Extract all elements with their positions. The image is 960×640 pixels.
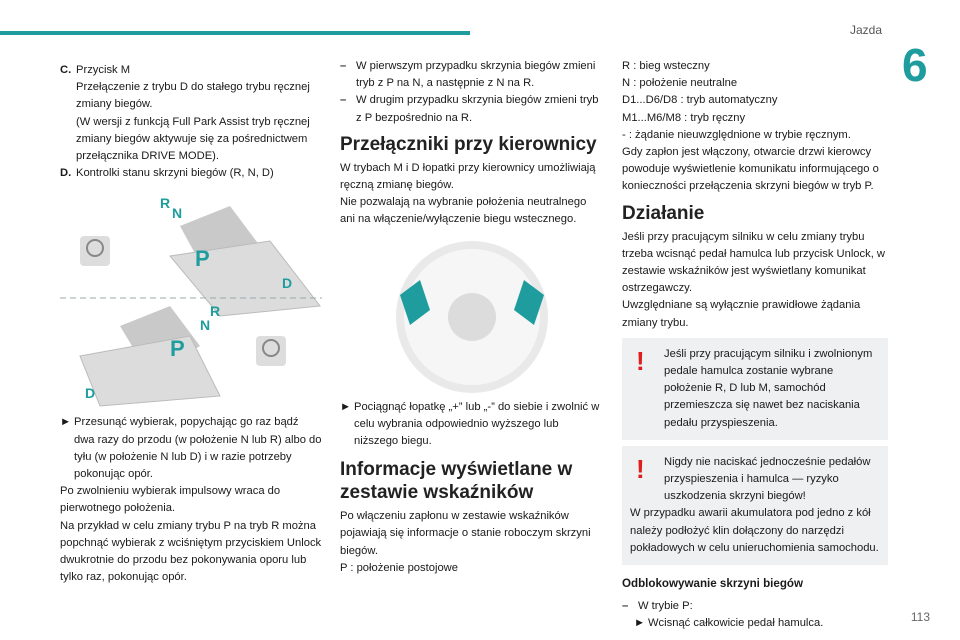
note1-text: Jeśli przy pracującym silniku i zwolnionym pedale hamulca zostanie wybrane położenie R, D lub M, samochód przemieszcza się nawet bez naciskania pedału przyspieszenia. <box>664 347 873 429</box>
paddles-text3: Pociągnąć łopatkę „+” lub „-” do siebie i zwolnić w celu wybrania odpowiednio wyższego lub niższego biegu. <box>354 400 600 448</box>
warning-exclamation-icon: ! <box>636 453 645 484</box>
note2b-text: W przypadku awarii akumulatora pod jedno z kół należy podłożyć klin dołączony do narzędzi pokładowych w celu unieruchomienia samochodu. <box>630 507 879 554</box>
op-text2: Uwzględniane są wyłącznie prawidłowe żądania zmiany trybu. <box>622 299 861 329</box>
arrow-bullet-icon: ► <box>60 416 72 429</box>
letter-r-bottom: R <box>210 303 221 320</box>
gear-selector-illustration <box>60 186 322 414</box>
paddles-text1: W trybach M i D łopatki przy kierownicy umożliwiają ręczną zmianę biegów. <box>340 161 596 192</box>
item-c-text2: (W wersji z funkcją Full Park Assist tryb ręcznej zmiany biegów aktywuje się za pośrednictwem przełącznika DRIVE MODE). <box>76 115 310 163</box>
unlock-item <box>622 598 888 615</box>
heading-unlock: Odblokowywanie skrzyni biegów <box>622 577 804 591</box>
letter-d-bottom: D <box>85 385 96 402</box>
item-c-title: Przycisk M <box>76 64 131 76</box>
heading-operation: Działanie <box>622 202 705 224</box>
body2: Po zwolnieniu wybierak impulsowy wraca do pierwotnego położenia. <box>60 485 281 515</box>
paddles-text2: Nie pozwalają na wybranie położenia neutralnego ani na włączenie/wyłączenie biegu wstecznego. <box>340 196 587 226</box>
mode-minus: - : żądanie nieuwzględnione w trybie ręcznym. <box>622 128 851 141</box>
dash-bullet: – <box>622 600 629 613</box>
unlock-step <box>622 615 888 632</box>
item-c <box>60 62 322 165</box>
body3: Na przykład w celu zmiany trybu P na tryb R można popchnąć wybierak z wciśniętym przyciskiem Unlock dwukrotnie do przodu bez pokonywania oporu lub tylko raz, pokonując opór. <box>60 519 322 584</box>
warning-exclamation-icon: ! <box>636 345 645 376</box>
letter-p-bottom: P <box>170 336 185 362</box>
dash-item-2 <box>340 92 604 126</box>
item-c-text1: Przełączenie z trybu D do stałego trybu ręcznej zmiany biegów. <box>76 81 310 111</box>
column-3 <box>622 58 888 633</box>
warning-note-2 <box>622 446 888 565</box>
note2a-text: Nigdy nie naciskać jednocześnie pedałów przyspieszenia i hamulca — ryzyko uszkodzenia skrzyni biegów! <box>664 455 871 503</box>
steering-wheel-svg <box>340 235 604 399</box>
letter-p-top: P <box>195 246 210 272</box>
unlock-text2: Wcisnąć całkowicie pedał hamulca. <box>648 617 824 630</box>
item-d-text: Kontrolki stanu skrzyni biegów (R, N, D) <box>76 167 274 180</box>
body1: Przesunąć wybierak, popychając go raz bądź dwa razy do przodu (w położenie N lub R) albo do tyłu (w położenie N lub D) i w razie potrzeby pokonując opór. <box>74 416 322 481</box>
unlock-text1: W trybie P: <box>638 600 693 613</box>
arrow-bullet-icon: ► <box>634 617 646 630</box>
dash-item-1 <box>340 58 604 92</box>
letter-n-top: N <box>172 205 183 222</box>
item-d-label: D. <box>60 167 72 180</box>
letter-n-bottom: N <box>200 317 211 334</box>
dash1-text: W pierwszym przypadku skrzynia biegów zmieni tryb z P na N, a następnie z N na R. <box>356 60 596 90</box>
mode-n: N : położenie neutralne <box>622 77 738 90</box>
mode-d: D1...D6/D8 : tryb automatyczny <box>622 94 778 107</box>
info-p: P : położenie postojowe <box>340 561 458 574</box>
dash2-text: W drugim przypadku skrzynia biegów zmieni tryb z P bezpośrednio na R. <box>356 94 599 124</box>
chapter-number: 6 <box>902 39 928 91</box>
page-number: 113 <box>910 610 930 624</box>
item-d <box>60 165 322 182</box>
item-c-label: C. <box>60 64 72 76</box>
heading-paddles: Przełączniki przy kierownicy <box>340 133 597 155</box>
column-1 <box>60 62 322 586</box>
arrow-bullet-icon: ► <box>340 400 352 413</box>
paddles3-line <box>340 399 604 451</box>
letter-r-top: R <box>160 195 171 212</box>
op-text1: Jeśli przy pracującym silniku w celu zmiany trybu trzeba wcisnąć pedał hamulca lub przycisk Unlock, w zestawie wskaźników jest wyświetlany komunikat ostrzegawczy. <box>622 230 886 295</box>
letter-d-top: D <box>282 275 293 292</box>
header-title: Jazda <box>849 23 882 37</box>
gear-selector-svg <box>60 186 322 414</box>
body1-line <box>60 414 322 483</box>
info-text1: Po włączeniu zapłonu w zestawie wskaźników pojawiają się informacje o stanie roboczym skrzyni biegów. <box>340 510 591 557</box>
warn-text: Gdy zapłon jest włączony, otwarcie drzwi kierowcy powoduje wyświetlenie komunikatu informującego o konieczności przełączenia skrzyni biegów w tryb P. <box>622 146 879 193</box>
dash-bullet: – <box>340 94 347 107</box>
dash-bullet: – <box>340 60 347 72</box>
column-2 <box>340 58 604 577</box>
mode-m: M1...M6/M8 : tryb ręczny <box>622 111 746 124</box>
warning-note-1 <box>622 338 888 440</box>
heading-info: Informacje wyświetlane w zestawie wskaźników <box>340 459 573 504</box>
steering-hub <box>448 293 496 341</box>
header-accent-bar <box>0 31 470 35</box>
mode-r: R : bieg wsteczny <box>622 60 710 72</box>
steering-wheel-illustration <box>340 235 604 399</box>
